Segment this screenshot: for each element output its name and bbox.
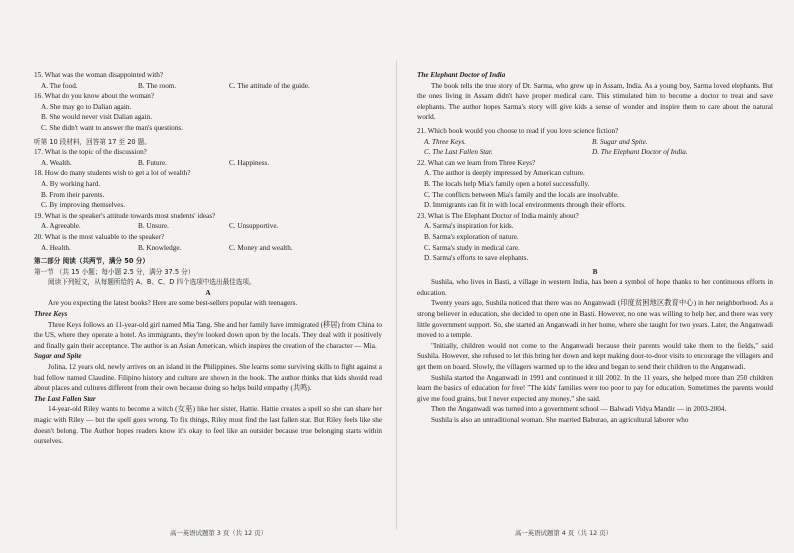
q23-option-d: D. Sarma's efforts to save elephants. — [424, 254, 529, 263]
book-title-last-fallen-star: The Last Fallen Star — [34, 394, 96, 403]
page-footer-right: 高一英语试题第 4 页（共 12 页） — [515, 529, 613, 537]
passage-a-label: A — [205, 288, 211, 297]
q21-option-c: C. The Last Fallen Star. — [424, 148, 493, 157]
question-15: 15. What was the woman disappointed with? — [34, 71, 164, 79]
book-title-three-keys: Three Keys — [34, 310, 68, 319]
q22-option-d: D. Immigrants can fit in with local environments through their efforts. — [424, 201, 626, 210]
book-title-sugar-and-spite: Sugar and Spite — [34, 352, 82, 361]
question-23: 23. What is The Elephant Doctor of India mainly about? — [417, 211, 579, 220]
q20-options — [34, 243, 382, 254]
q15-options — [34, 81, 382, 92]
book-text-elephant-doctor: The book tells the true story of Dr. Sarma, who grew up in Assam, India. As a young boy, Sarma loved elephants. But the ones living in Assam didn't have proper medical care. This stimulated him to become a doctor to treat and save elephants. The author hopes Sarma's story will give kids a sense of wonder and inspire them to care about the natural world. — [417, 81, 773, 122]
q20-option-c: C. Money and wealth. — [229, 243, 293, 252]
left-column — [34, 70, 382, 447]
right-page — [397, 0, 794, 553]
question-17: 17. What is the topic of the discussion? — [34, 148, 147, 157]
q21-options-cd — [417, 147, 773, 158]
q15-option-c: C. The attitude of the guide. — [229, 81, 310, 90]
q15-option-a: A. The food. — [41, 81, 78, 90]
question-18: 18. How do many students wish to get a lot of wealth? — [34, 169, 191, 178]
q20-option-a: A. Health. — [41, 243, 71, 252]
q18-option-a: A. By working hard. — [41, 179, 101, 188]
passage-a-intro: Are you expecting the latest books? Here are some best-sellers popular with teenagers. — [48, 299, 298, 308]
question-20: 20. What is the most valuable to the speaker? — [34, 232, 165, 241]
q20-option-b: B. Knowledge. — [138, 243, 182, 252]
book-text-sugar-and-spite: Jolina, 12 years old, newly arrives on an island in the Philippines. She learns some surviving skills to fight against a bad fellow named Claudine. Filipino history and culture are shown in the book. The author thinks that kids should read about places and cultures different from their own because doing so helps build empathy (共鸣). — [34, 363, 382, 393]
passage-b-paragraph-2: Twenty years ago, Sushila noticed that there was no Anganwadi (印度贫困地区教育中心) in her neighborhood. As a strong believer in education, she decided to open one in Basti. However, no one was willing to help her, and there was very little government support. So, she started an Anganwadi in her home, where she taught for two years. Later, the Anganwadi moved to a temple. — [417, 299, 773, 340]
passage-b-paragraph-4: Sushila started the Anganwadi in 1991 and continued it till 2002. In the 11 years, she helped more than 250 children learn the basics of education for free! "The kids' families were too poor to pay for education. Sometimes the parents would give me food grains, but I never expected any money," she said. — [417, 373, 773, 403]
listening-instruction-10: 听第 10 段材料，回答第 17 至 20 题。 — [34, 137, 151, 146]
book-text-last-fallen-star: 14-year-old Riley wants to become a witch (女巫) like her sister, Hattie. Hattie creates a spell so she can share her magic with Riley — but the spell goes wrong. To fix things, Riley must find the last fallen star. But Riley feels like she doesn't belong. The Author hopes readers know it's okay to feel like an outsider because true belonging starts within ourselves. — [34, 405, 382, 446]
q16-option-c: C. She didn't want to answer the man's questions. — [41, 123, 183, 132]
q17-option-c: C. Happiness. — [229, 158, 270, 167]
q23-option-a: A. Sarma's inspiration for kids. — [424, 222, 514, 231]
passage-b-paragraph-5: Then the Anganwadi was turned into a government school — Balwadi Vidya Mandir — in 2003-2004. — [431, 405, 727, 414]
question-19: 19. What is the speaker's attitude towards most students' ideas? — [34, 211, 216, 220]
q19-option-a: A. Agreeable. — [41, 222, 81, 231]
section-one-title: 第一节 （共 15 小题；每小题 2.5 分，满分 37.5 分） — [34, 267, 195, 276]
right-column — [417, 70, 773, 426]
q21-options-ab — [417, 137, 773, 148]
q19-option-b: B. Unsure. — [138, 222, 169, 231]
question-16: 16. What do you know about the woman? — [34, 92, 155, 101]
q22-option-c: C. The conflicts between Mia's family and the locals are insolvable. — [424, 190, 619, 199]
question-21: 21. Which book would you choose to read if you love science fiction? — [417, 126, 619, 135]
q22-option-b: B. The locals help Mia's family open a hotel successfully. — [424, 179, 590, 188]
q16-option-a: A. She may go to Dalian again. — [41, 102, 132, 111]
question-22: 22. What can we learn from Three Keys? — [417, 158, 536, 167]
book-title-elephant-doctor: The Elephant Doctor of India — [417, 71, 506, 79]
q17-option-b: B. Future. — [138, 158, 167, 167]
q16-option-b: B. She would never visit Dalian again. — [41, 113, 152, 122]
passage-b-paragraph-1: Sushila, who lives in Basti, a village in western India, has been a symbol of hope thanks to her continuous efforts in education. — [417, 278, 773, 297]
section-one-instruction: 阅读下列短文，从每题所给的 A、B、C、D 四个选项中选出最佳选项。 — [48, 278, 256, 287]
q21-option-d: D. The Elephant Doctor of India. — [592, 148, 688, 157]
q21-option-a: A. Three Keys. — [424, 137, 467, 146]
passage-b-label: B — [592, 267, 598, 276]
q19-option-c: C. Unsupportive. — [229, 222, 279, 231]
q17-options — [34, 158, 382, 169]
q18-option-b: B. From their parents. — [41, 190, 105, 199]
page-footer-left: 高一英语试题第 3 页（共 12 页） — [170, 529, 268, 537]
passage-b-paragraph-3: "Initially, children would not come to the Anganwadi because their parents would take them to the fields," said Sushila. However, she refused to let this bring her down and kept making door-to-door visits to encourage the villagers and get them on board. Slowly, the villagers warmed up to the idea and began to send their children to the Anganwadi. — [417, 341, 773, 372]
part-two-title: 第二部分 阅读（共两节，满分 50 分） — [34, 257, 149, 266]
q22-option-a: A. The author is deeply impressed by American culture. — [424, 169, 585, 178]
passage-b-paragraph-6: Sushila is also an untraditional woman. She married Baburao, an agricultural laborer who — [431, 416, 689, 424]
q21-option-b: B. Sugar and Spite. — [592, 137, 648, 146]
q17-option-a: A. Wealth. — [41, 158, 72, 167]
q15-option-b: B. The room. — [138, 81, 177, 90]
q23-option-c: C. Sarma's study in medical care. — [424, 243, 520, 252]
q23-option-b: B. Sarma's exploration of nature. — [424, 232, 519, 241]
book-text-three-keys: Three Keys follows an 11-year-old girl named Mia Tang. She and her family have immigrated (移居) from China to the US, where they operate a hotel. As immigrants, they're looked down upon by the locals. They deal with it positively and finally gain their acceptance. The author is an Asian American, which inspires the creation of the character — Mia. — [34, 320, 382, 350]
q18-option-c: C. By improving themselves. — [41, 201, 126, 210]
q19-options — [34, 221, 382, 232]
